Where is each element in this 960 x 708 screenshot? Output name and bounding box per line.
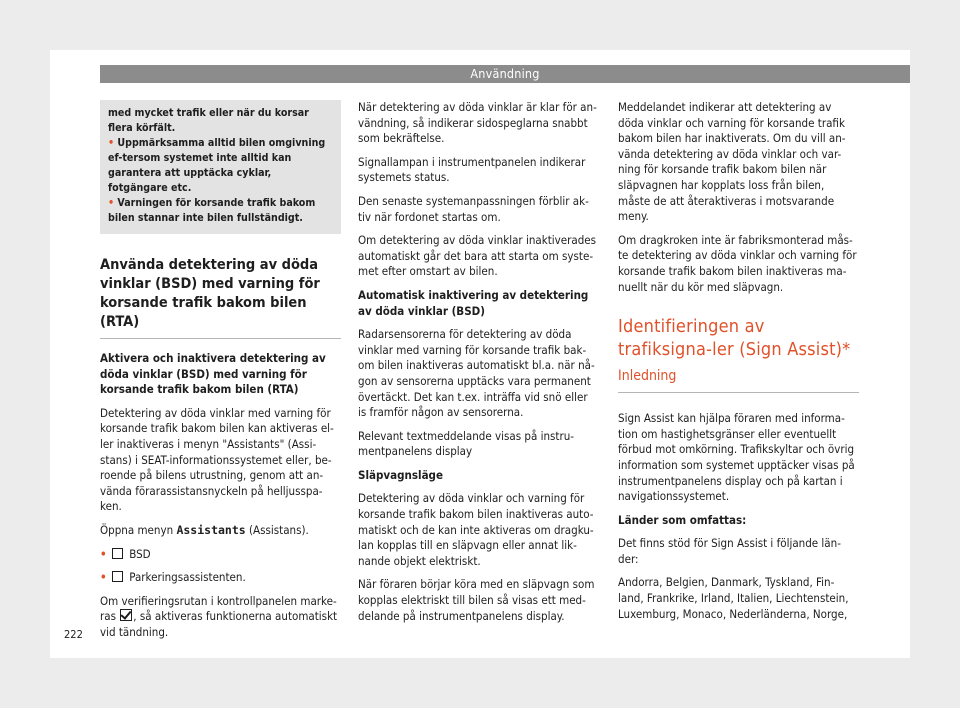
note-intro: med mycket trafik eller när du korsar flera körfält. bbox=[108, 107, 309, 134]
bullet-icon: • bbox=[100, 546, 107, 561]
bullet-icon: • bbox=[108, 137, 115, 149]
paragraph: Andorra, Belgien, Danmark, Tyskland, Fin-land, Frankrike, Irland, Italien, Liechtenstein, Luxemburg, Monaco, Nederländerna, Norge, bbox=[618, 575, 849, 621]
note-item: • Uppmärksamma alltid bilen omgivning ef-tersom systemet inte alltid kan garantera att upptäcka cyklar, fotgängare etc. bbox=[108, 137, 326, 194]
option-item: • BSD bbox=[100, 546, 151, 561]
note-item: • Varningen för korsande trafik bakom bilen stannar inte bilen fullständigt. bbox=[108, 197, 316, 224]
paragraph: Meddelandet indikerar att detektering av döda vinklar och varning för korsande trafik bakom bilen har inaktiverats. Om du vill an-vända detektering av döda vinklar och var-ning för korsande trafik bakom bilen när släpvagnen har kopplats loss från bilen, måste de att återaktiveras i motsvarande meny. bbox=[618, 100, 846, 224]
paragraph: Den senaste systemanpassningen förblir ak-tiv när fordonet startas om. bbox=[358, 193, 589, 224]
section-heading: Använda detektering av döda vinklar (BSD) med varning för korsande trafik bakom bilen (RTA) bbox=[100, 256, 341, 339]
paragraph: Öppna menyn Assistants (Assistans). bbox=[100, 522, 309, 537]
paragraph: Sign Assist kan hjälpa föraren med informa-tion om hastighetsgränser eller eventuellt förbud mot omkörning. Trafikskyltar och övrig information som systemet upptäcker visas på instrumentpanelens display och på kartan i navigationssystemet. bbox=[618, 411, 855, 504]
section-header: Användning bbox=[100, 65, 910, 83]
bullet-icon: • bbox=[108, 197, 115, 209]
warning-note bbox=[100, 100, 341, 234]
paragraph: Signallampan i instrumentpanelen indikerar systemets status. bbox=[358, 154, 586, 185]
paragraph: När detektering av döda vinklar är klar för an-vändning, så indikerar sidospeglarna snabbt som bekräftelse. bbox=[358, 100, 597, 146]
section-heading: Inledning bbox=[618, 367, 859, 393]
paragraph: Detektering av döda vinklar och varning för korsande trafik bakom bilen inaktiveras auto-matiskt och de kan inte aktiveras om dragku-lan kopplas till en släpvagn eller annat lik-nande objekt elektriskt. bbox=[358, 491, 594, 568]
column-3 bbox=[618, 100, 859, 630]
column-2 bbox=[358, 100, 599, 632]
manual-page bbox=[50, 50, 910, 658]
paragraph: Om dragkroken inte är fabriksmonterad mås-te detektering av döda vinklar och varning för korsande trafik bakom bilen inaktiveras ma-nuellt när du kör med släpvagn. bbox=[618, 232, 857, 294]
menu-name: Assistants bbox=[176, 522, 246, 537]
paragraph: Det finns stöd för Sign Assist i följande län-der: bbox=[618, 536, 841, 566]
paragraph: Detektering av döda vinklar med varning för korsande trafik bakom bilen kan aktiveras el-ler inaktiveras i menyn "Assistants" (Assi-stans) i SEAT-informationssystemet eller, be-roende på bilens utrustning, genom att an-vända förarassistansnyckeln på helljusspa-ken. bbox=[100, 405, 334, 514]
paragraph: När föraren börjar köra med en släpvagn som kopplas elektriskt till bilen så visas ett med-delande på instrumentpanelens display. bbox=[358, 577, 595, 623]
paragraph: Relevant textmeddelande visas på instru-mentpanelens display bbox=[358, 428, 575, 459]
subheading: Automatisk inaktivering av detektering av döda vinklar (BSD) bbox=[358, 287, 589, 318]
chapter-heading: Identifieringen av trafiksigna-ler (Sign Assist)* bbox=[618, 316, 851, 361]
paragraph: Radarsensorerna för detektering av döda vinklar med varning för korsande trafik bak-om bilen inaktiveras automatiskt bl.a. när nå-gon av sensorerna upptäcks vara permanent övertäckt. Det kan t.ex. inträffa vid snö eller is framför någon av sensorerna. bbox=[358, 327, 595, 420]
column-1 bbox=[100, 100, 341, 649]
checkbox-icon bbox=[112, 548, 123, 559]
paragraph: Om verifieringsrutan i kontrollpanelen marke-ras , så aktiveras funktionerna automatiskt vid tändning. bbox=[100, 593, 338, 639]
checked-checkbox-icon bbox=[120, 609, 132, 621]
page-number: 222 bbox=[64, 628, 83, 641]
option-item: • Parkeringsassistenten. bbox=[100, 570, 246, 585]
subheading: Släpvagnsläge bbox=[358, 467, 443, 482]
subheading: Aktivera och inaktivera detektering av döda vinklar (BSD) med varning för korsande trafik bakom bilen (RTA) bbox=[100, 351, 326, 397]
checkbox-icon bbox=[112, 571, 123, 582]
subheading: Länder som omfattas: bbox=[618, 512, 747, 527]
paragraph: Om detektering av döda vinklar inaktiverades automatiskt går det bara att starta om syste-met efter omstart av bilen. bbox=[358, 233, 597, 279]
bullet-icon: • bbox=[100, 570, 107, 585]
